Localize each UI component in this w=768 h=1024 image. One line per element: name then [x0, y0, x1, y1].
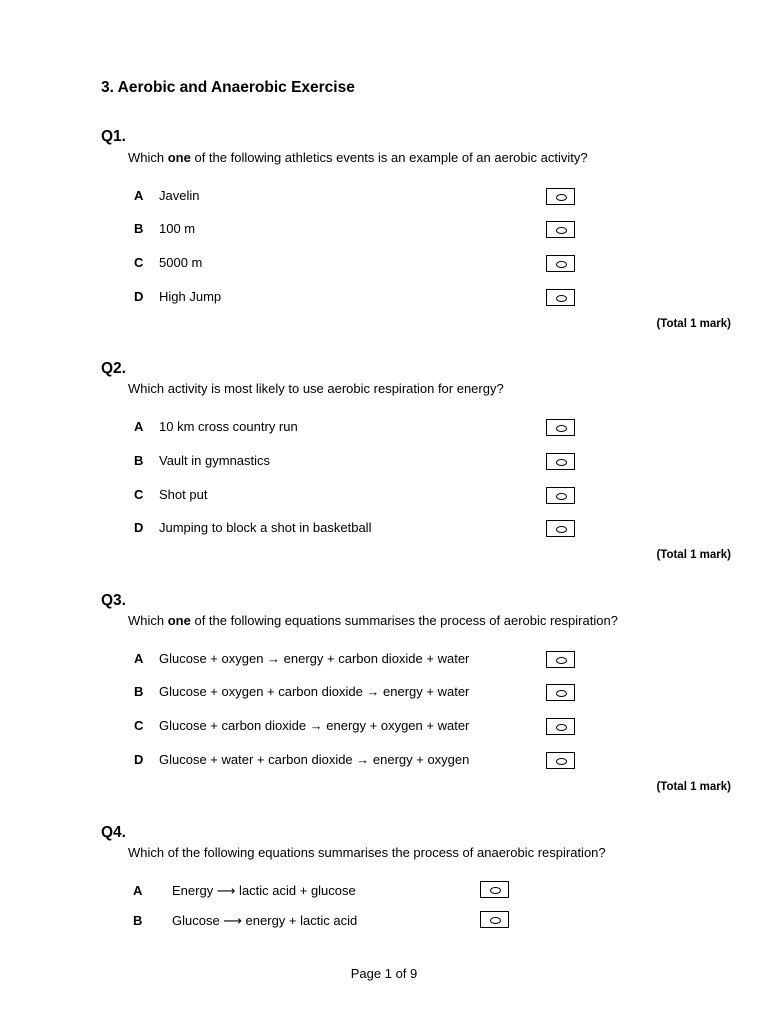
- option-text: Glucose + oxygen + carbon dioxide → energy + water: [159, 684, 470, 699]
- option-text: 5000 m: [159, 255, 203, 270]
- option-text: Javelin: [159, 188, 200, 203]
- oval-checkbox-icon: [556, 227, 567, 234]
- answer-checkbox[interactable]: [546, 718, 575, 735]
- option-text: Glucose + oxygen → energy + carbon dioxide + water: [159, 651, 470, 666]
- answer-checkbox[interactable]: [546, 520, 575, 537]
- answer-checkbox[interactable]: [546, 752, 575, 769]
- oval-checkbox-icon: [556, 657, 567, 664]
- option-letter: B: [134, 684, 144, 699]
- option-text: Glucose + carbon dioxide → energy + oxygen + water: [159, 718, 470, 733]
- answer-checkbox[interactable]: [546, 487, 575, 504]
- option-letter: A: [134, 419, 144, 434]
- question-number: Q4.: [101, 824, 126, 841]
- oval-checkbox-icon: [556, 724, 567, 731]
- prompt-text: Which: [128, 150, 168, 165]
- oval-checkbox-icon: [556, 295, 567, 302]
- prompt-text: Which activity is most likely to use aerobic respiration for energy?: [128, 381, 504, 396]
- option-letter: B: [134, 453, 144, 468]
- question-number: Q1.: [101, 128, 126, 145]
- option-letter: C: [134, 487, 144, 502]
- prompt-text: Which: [128, 613, 168, 628]
- option-text: 10 km cross country run: [159, 419, 298, 434]
- option-text: High Jump: [159, 289, 222, 304]
- page-title: 3. Aerobic and Anaerobic Exercise: [101, 79, 355, 96]
- option-text: Jumping to block a shot in basketball: [159, 520, 372, 535]
- prompt-emphasis: one: [167, 150, 191, 165]
- question-prompt: [128, 613, 618, 628]
- oval-checkbox-icon: [556, 425, 567, 432]
- answer-checkbox[interactable]: [546, 651, 575, 668]
- option-letter: C: [134, 255, 144, 270]
- option-text: Glucose ⟶ energy + lactic acid: [172, 913, 358, 928]
- option-letter: D: [134, 289, 144, 304]
- oval-checkbox-icon: [556, 261, 567, 268]
- answer-checkbox[interactable]: [546, 684, 575, 701]
- option-letter: D: [134, 520, 144, 535]
- page-number: Page 1 of 9: [350, 966, 418, 981]
- option-letter: D: [134, 752, 144, 767]
- total-mark: (Total 1 mark): [656, 318, 731, 330]
- oval-checkbox-icon: [490, 917, 501, 924]
- answer-checkbox[interactable]: [480, 881, 509, 898]
- question-prompt: [128, 150, 588, 165]
- total-mark: (Total 1 mark): [656, 549, 731, 561]
- answer-checkbox[interactable]: [480, 911, 509, 928]
- oval-checkbox-icon: [556, 758, 567, 765]
- option-letter: C: [134, 718, 144, 733]
- option-letter: A: [134, 651, 144, 666]
- question-prompt: [128, 381, 504, 396]
- option-letter: B: [133, 913, 143, 928]
- question-number: Q2.: [101, 360, 126, 377]
- oval-checkbox-icon: [556, 690, 567, 697]
- answer-checkbox[interactable]: [546, 188, 575, 205]
- oval-checkbox-icon: [556, 194, 567, 201]
- answer-checkbox[interactable]: [546, 255, 575, 272]
- answer-checkbox[interactable]: [546, 221, 575, 238]
- answer-checkbox[interactable]: [546, 419, 575, 436]
- prompt-text: of the following equations summarises the process of aerobic respiration?: [190, 613, 618, 628]
- option-letter: A: [133, 883, 143, 898]
- option-letter: B: [134, 221, 144, 236]
- option-letter: A: [134, 188, 144, 203]
- question-prompt: [128, 845, 606, 860]
- option-text: Shot put: [159, 487, 208, 502]
- oval-checkbox-icon: [556, 459, 567, 466]
- oval-checkbox-icon: [556, 526, 567, 533]
- prompt-text: of the following athletics events is an example of an aerobic activity?: [190, 150, 588, 165]
- option-text: 100 m: [159, 221, 196, 236]
- option-text: Vault in gymnastics: [159, 453, 271, 468]
- answer-checkbox[interactable]: [546, 453, 575, 470]
- answer-checkbox[interactable]: [546, 289, 575, 306]
- oval-checkbox-icon: [490, 887, 501, 894]
- question-number: Q3.: [101, 592, 126, 609]
- option-text: Energy ⟶ lactic acid + glucose: [172, 883, 356, 898]
- option-text: Glucose + water + carbon dioxide → energy + oxygen: [159, 752, 470, 767]
- prompt-emphasis: one: [167, 613, 191, 628]
- prompt-text: Which of the following equations summarises the process of anaerobic respiration?: [128, 845, 606, 860]
- oval-checkbox-icon: [556, 493, 567, 500]
- total-mark: (Total 1 mark): [656, 781, 731, 793]
